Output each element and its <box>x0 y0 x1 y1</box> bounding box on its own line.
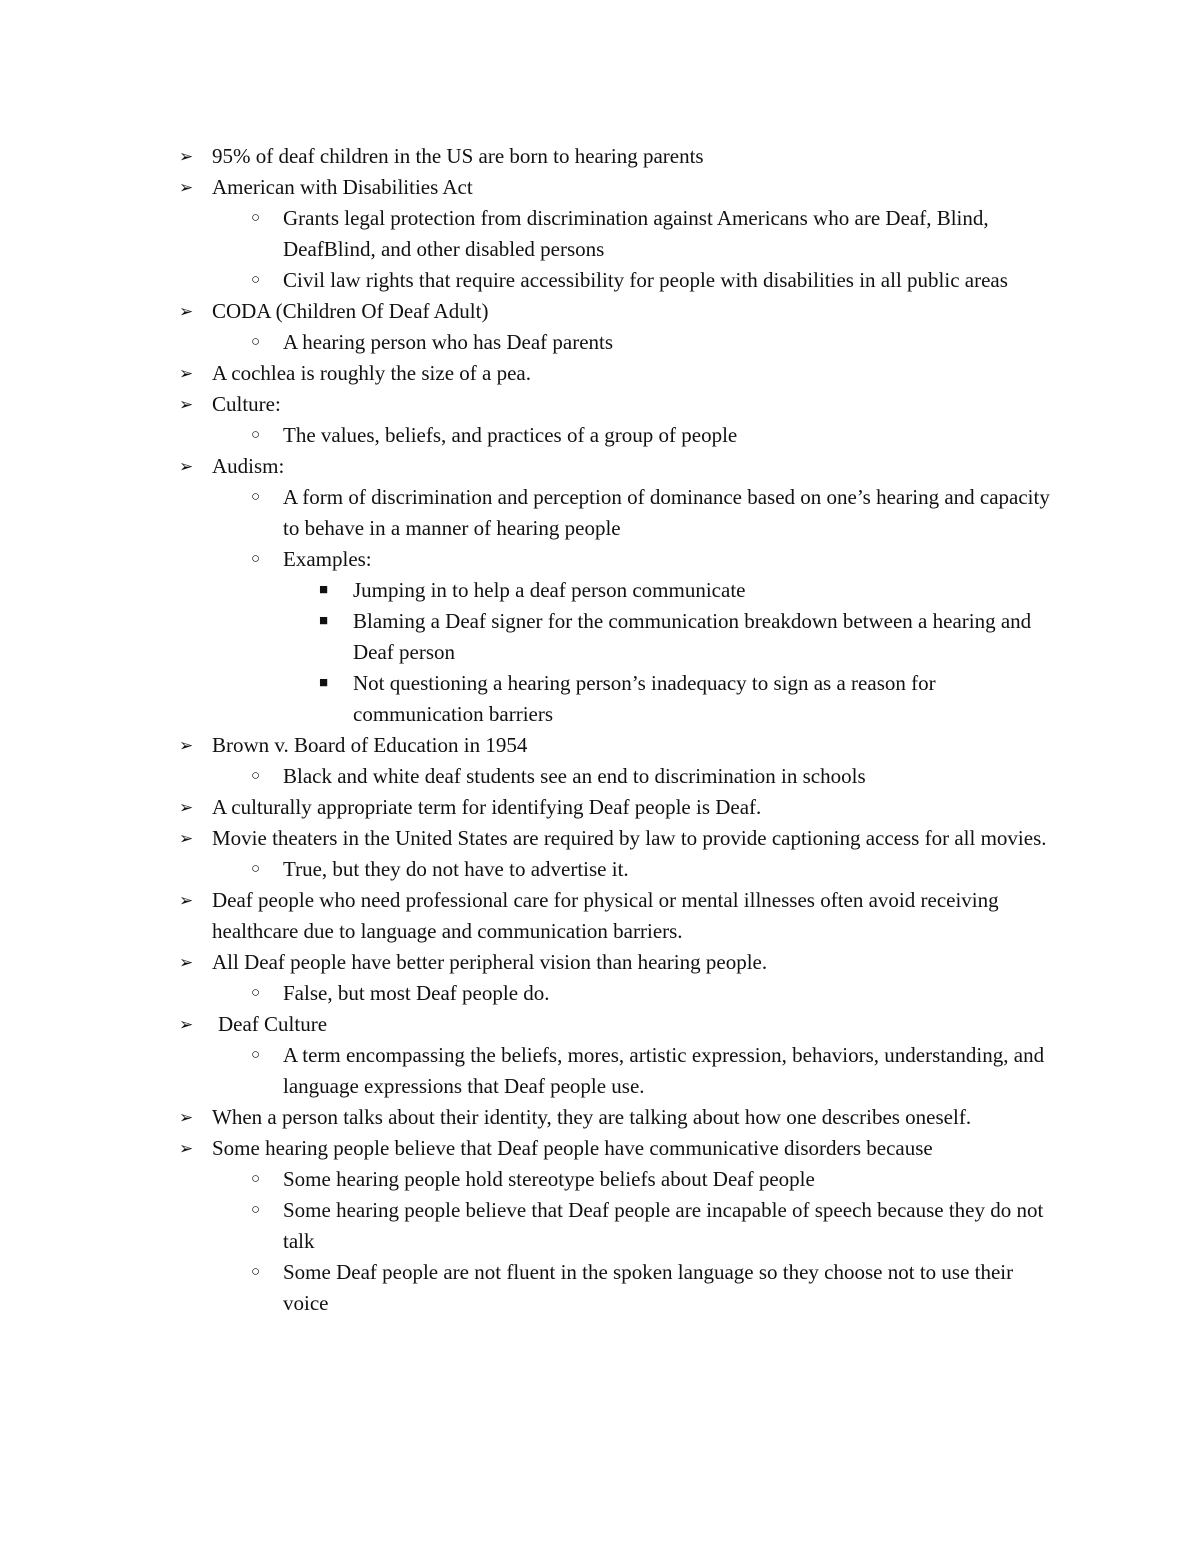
hollow-circle-bullet-icon: ○ <box>251 334 261 350</box>
list-item-level-0 <box>0 885 1200 947</box>
list-item-level-0 <box>0 389 1200 420</box>
list-item-level-0 <box>0 730 1200 761</box>
list-item-text: Some hearing people believe that Deaf people are incapable of speech because they do not talk <box>283 1198 1044 1253</box>
arrowhead-bullet-icon: ➢ <box>179 1015 194 1034</box>
arrowhead-bullet-icon: ➢ <box>179 1108 194 1127</box>
list-item-text: Some hearing people believe that Deaf people have communicative disorders because <box>212 1136 933 1160</box>
list-item-text: Brown v. Board of Education in 1954 <box>212 733 528 757</box>
hollow-circle-bullet-icon: ○ <box>251 489 261 505</box>
arrowhead-bullet-icon: ➢ <box>179 736 194 755</box>
list-item-text: Culture: <box>212 392 281 416</box>
arrowhead-bullet-icon: ➢ <box>179 953 194 972</box>
arrowhead-bullet-icon: ➢ <box>179 147 194 166</box>
bulleted-outline <box>0 141 1200 1319</box>
list-item-text: Black and white deaf students see an end to discrimination in schools <box>283 764 866 788</box>
arrowhead-bullet-icon: ➢ <box>179 829 194 848</box>
list-item-level-2 <box>0 668 1200 730</box>
list-item-level-0 <box>0 358 1200 389</box>
list-item-level-0 <box>0 141 1200 172</box>
list-item-level-1 <box>0 978 1200 1009</box>
list-item-level-0 <box>0 1102 1200 1133</box>
hollow-circle-bullet-icon: ○ <box>251 1202 261 1218</box>
arrowhead-bullet-icon: ➢ <box>179 395 194 414</box>
list-item-text: False, but most Deaf people do. <box>283 981 550 1005</box>
filled-square-bullet-icon: ■ <box>319 675 329 691</box>
list-item-text: Not questioning a hearing person’s inadequacy to sign as a reason for communication barriers <box>353 671 936 726</box>
hollow-circle-bullet-icon: ○ <box>251 427 261 443</box>
list-item-level-0 <box>0 451 1200 482</box>
list-item-text: Civil law rights that require accessibility for people with disabilities in all public areas <box>283 268 1008 292</box>
hollow-circle-bullet-icon: ○ <box>251 551 261 567</box>
list-item-level-0 <box>0 172 1200 203</box>
list-item-text: CODA (Children Of Deaf Adult) <box>212 299 489 323</box>
list-item-text: When a person talks about their identity, they are talking about how one describes oneself. <box>212 1105 972 1129</box>
hollow-circle-bullet-icon: ○ <box>251 210 261 226</box>
list-item-level-1 <box>0 1195 1200 1257</box>
list-item-text: Blaming a Deaf signer for the communication breakdown between a hearing and Deaf person <box>353 609 1032 664</box>
list-item-text: A term encompassing the beliefs, mores, artistic expression, behaviors, understanding, and language expressions that Deaf people use. <box>283 1043 1045 1098</box>
list-item-level-1 <box>0 327 1200 358</box>
list-item-level-1 <box>0 761 1200 792</box>
hollow-circle-bullet-icon: ○ <box>251 1047 261 1063</box>
list-item-level-0 <box>0 792 1200 823</box>
list-item-text: 95% of deaf children in the US are born to hearing parents <box>212 144 704 168</box>
list-item-text: A form of discrimination and perception of dominance based on one’s hearing and capacity to behave in a manner of hearing people <box>283 485 1050 540</box>
list-item-level-1 <box>0 420 1200 451</box>
hollow-circle-bullet-icon: ○ <box>251 768 261 784</box>
list-item-text: Audism: <box>212 454 285 478</box>
list-item-level-0 <box>0 823 1200 854</box>
arrowhead-bullet-icon: ➢ <box>179 798 194 817</box>
hollow-circle-bullet-icon: ○ <box>251 1264 261 1280</box>
list-item-level-0 <box>0 1009 1200 1040</box>
list-item-level-1 <box>0 1257 1200 1319</box>
list-item-text: Examples: <box>283 547 372 571</box>
list-item-level-1 <box>0 1040 1200 1102</box>
hollow-circle-bullet-icon: ○ <box>251 272 261 288</box>
list-item-text: The values, beliefs, and practices of a group of people <box>283 423 738 447</box>
list-item-level-0 <box>0 296 1200 327</box>
list-item-level-0 <box>0 947 1200 978</box>
filled-square-bullet-icon: ■ <box>319 613 329 629</box>
list-item-text: True, but they do not have to advertise it. <box>283 857 629 881</box>
arrowhead-bullet-icon: ➢ <box>179 364 194 383</box>
list-item-text: Some Deaf people are not fluent in the spoken language so they choose not to use their voice <box>283 1260 1014 1315</box>
list-item-level-1 <box>0 265 1200 296</box>
hollow-circle-bullet-icon: ○ <box>251 1171 261 1187</box>
arrowhead-bullet-icon: ➢ <box>179 178 194 197</box>
list-item-text: A culturally appropriate term for identifying Deaf people is Deaf. <box>212 795 762 819</box>
list-item-text: Grants legal protection from discrimination against Americans who are Deaf, Blind, DeafBlind, and other disabled persons <box>283 206 989 261</box>
hollow-circle-bullet-icon: ○ <box>251 985 261 1001</box>
arrowhead-bullet-icon: ➢ <box>179 891 194 910</box>
arrowhead-bullet-icon: ➢ <box>179 302 194 321</box>
list-item-text: A hearing person who has Deaf parents <box>283 330 614 354</box>
list-item-level-1 <box>0 482 1200 544</box>
list-item-text: American with Disabilities Act <box>212 175 473 199</box>
list-item-level-2 <box>0 575 1200 606</box>
list-item-level-0 <box>0 1133 1200 1164</box>
list-item-level-1 <box>0 544 1200 575</box>
list-item-level-1 <box>0 1164 1200 1195</box>
list-item-text: Deaf Culture <box>218 1012 328 1036</box>
list-item-level-1 <box>0 203 1200 265</box>
arrowhead-bullet-icon: ➢ <box>179 457 194 476</box>
list-item-text: Deaf people who need professional care for physical or mental illnesses often avoid receiving healthcare due to language and communication barriers. <box>212 888 999 943</box>
list-item-text: A cochlea is roughly the size of a pea. <box>212 361 531 385</box>
filled-square-bullet-icon: ■ <box>319 582 329 598</box>
hollow-circle-bullet-icon: ○ <box>251 861 261 877</box>
list-item-level-1 <box>0 854 1200 885</box>
list-item-text: Movie theaters in the United States are required by law to provide captioning access for all movies. <box>212 826 1047 850</box>
list-item-text: All Deaf people have better peripheral vision than hearing people. <box>212 950 768 974</box>
list-item-text: Jumping in to help a deaf person communicate <box>353 578 746 602</box>
arrowhead-bullet-icon: ➢ <box>179 1139 194 1158</box>
list-item-level-2 <box>0 606 1200 668</box>
list-item-text: Some hearing people hold stereotype beliefs about Deaf people <box>283 1167 815 1191</box>
